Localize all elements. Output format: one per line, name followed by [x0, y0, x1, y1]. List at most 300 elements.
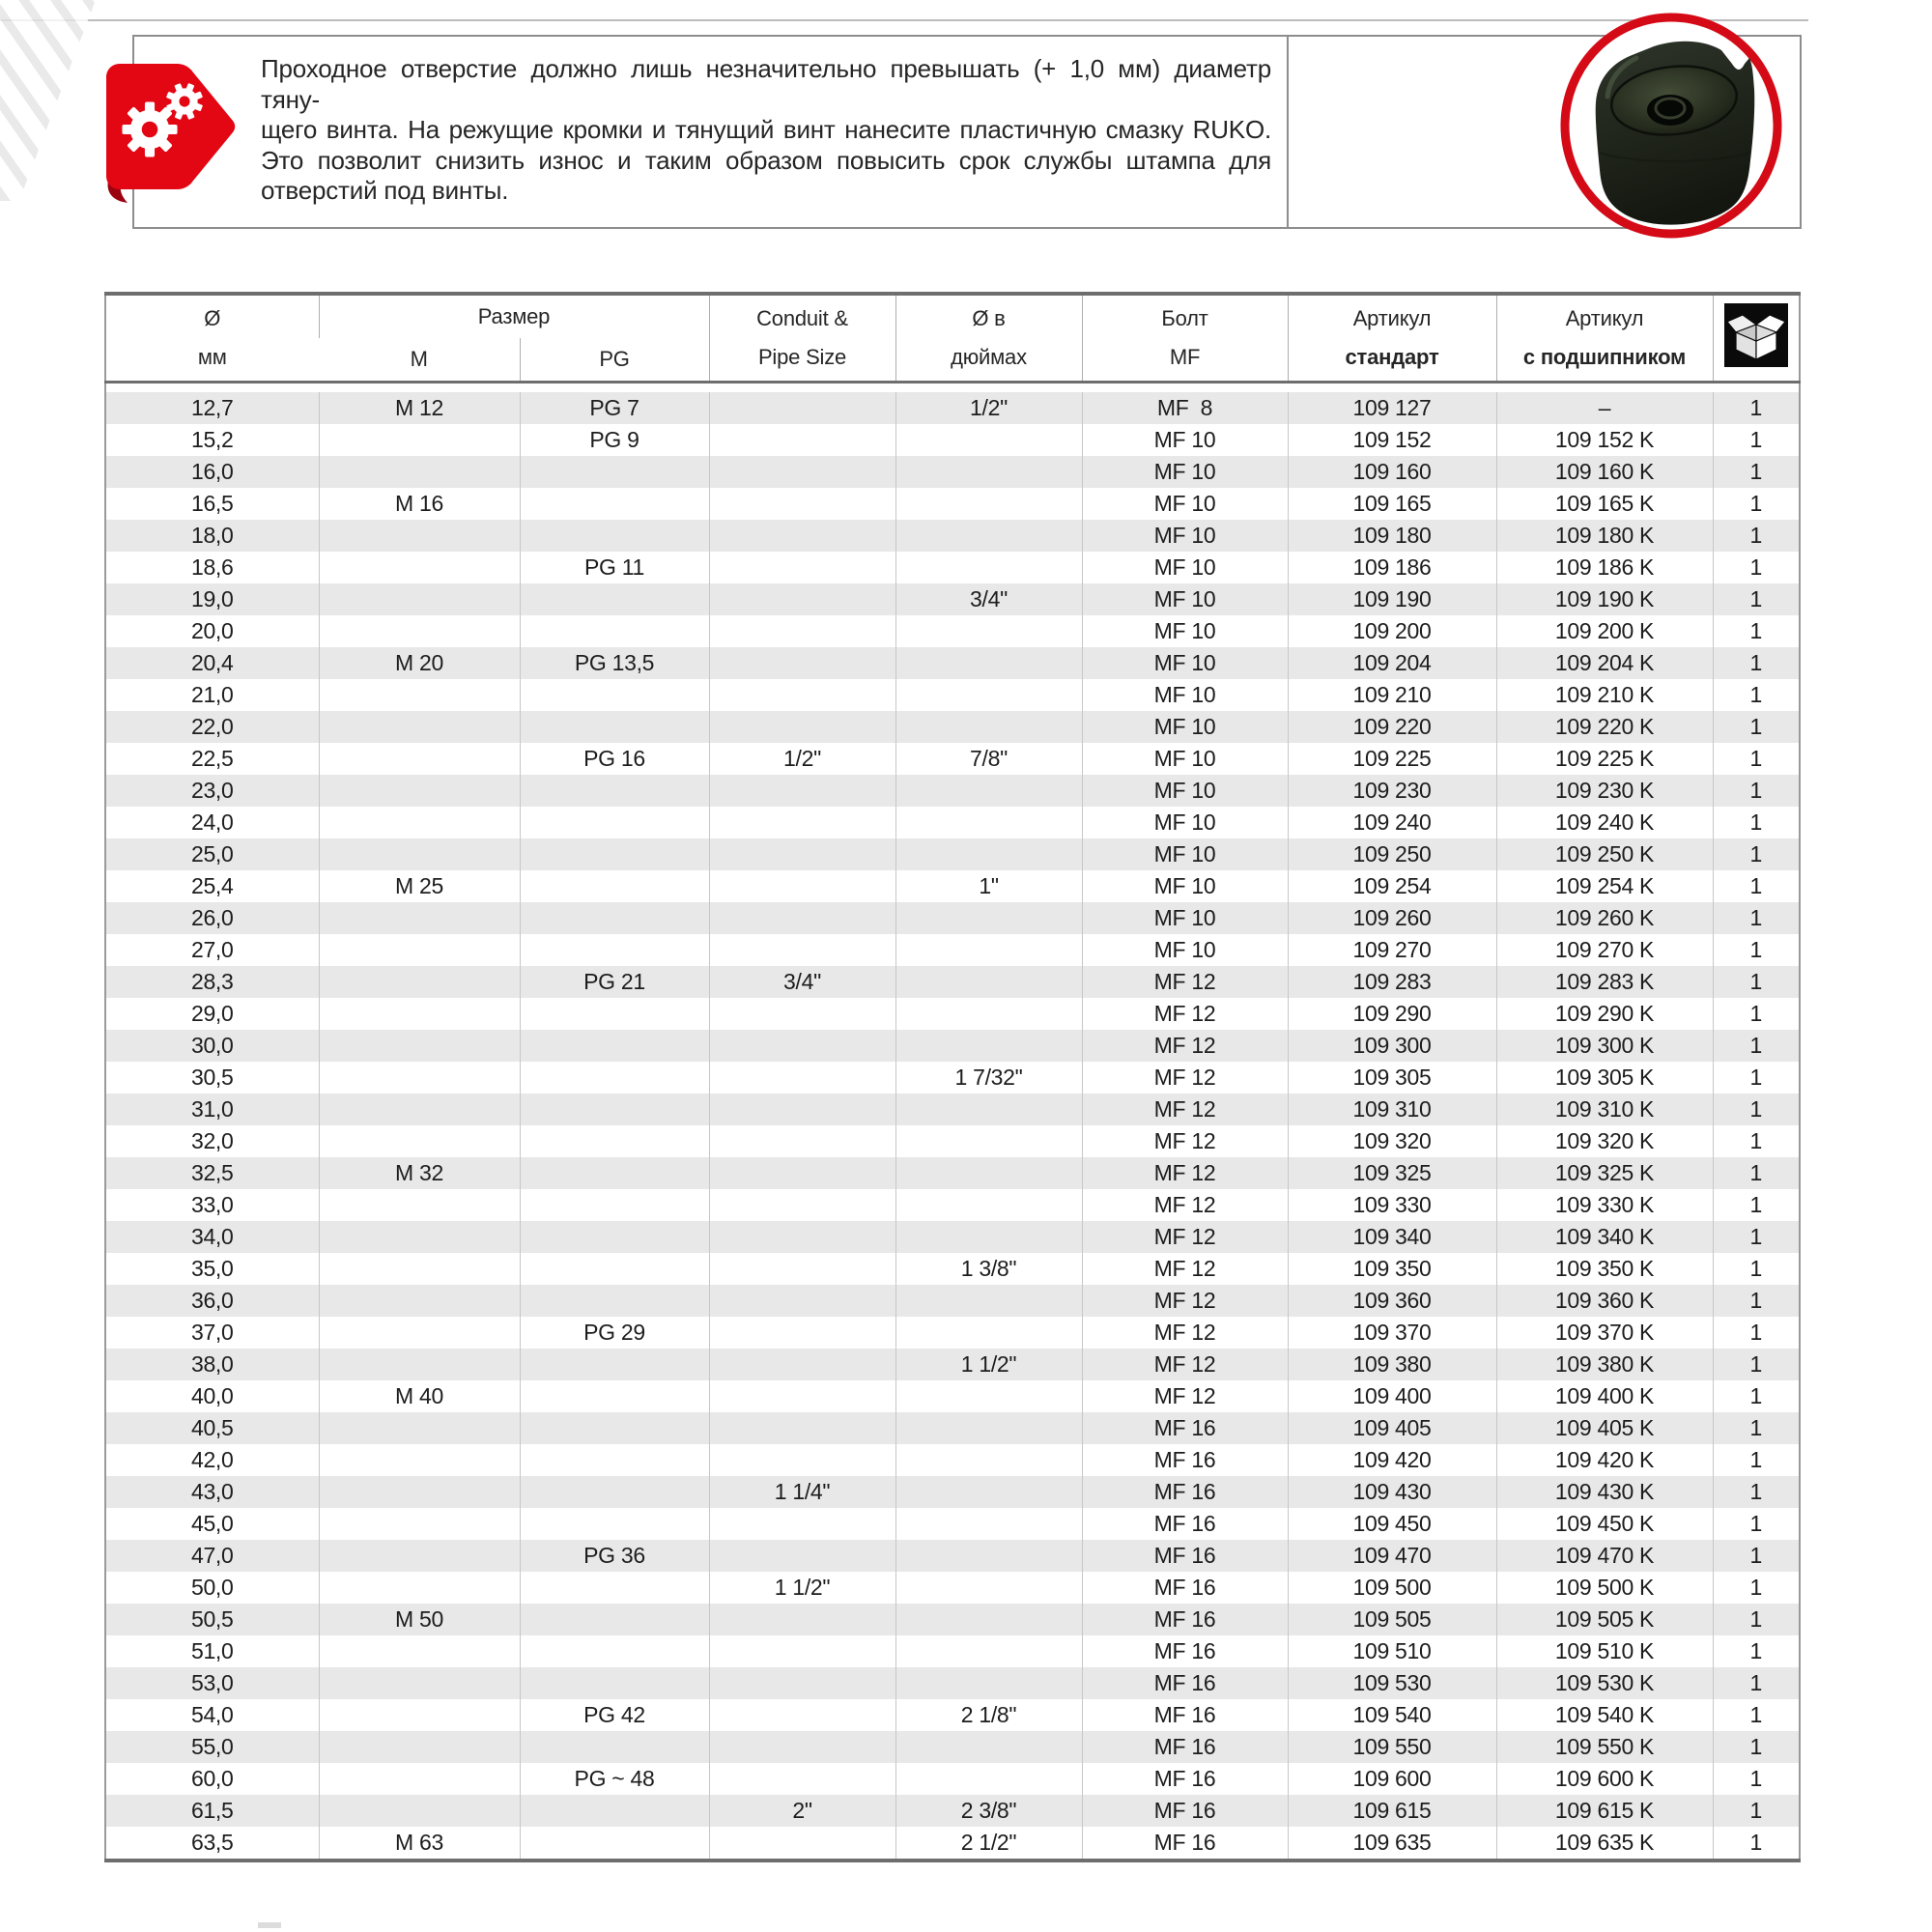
col-header-article-bearing: Артикул с подшипником: [1496, 294, 1713, 383]
cell-article-standard: 109 240: [1288, 807, 1496, 838]
cell-article-standard: 109 152: [1288, 424, 1496, 456]
cell-conduit: [709, 488, 895, 520]
cell-package-qty: 1: [1713, 711, 1800, 743]
cell-article-bearing: 109 180 K: [1496, 520, 1713, 552]
table-header: [105, 294, 1800, 383]
cell-article-bearing: 109 240 K: [1496, 807, 1713, 838]
cell-bolt-mf: MF 10: [1082, 902, 1288, 934]
cell-bolt-mf: MF 10: [1082, 870, 1288, 902]
cell-inches: 1": [895, 870, 1082, 902]
cell-article-standard: 109 450: [1288, 1508, 1496, 1540]
cell-bolt-mf: MF 12: [1082, 1380, 1288, 1412]
table-row: [105, 902, 1800, 934]
cell-inches: [895, 520, 1082, 552]
cell-diameter-mm: 24,0: [105, 807, 319, 838]
cell-bolt-mf: MF 16: [1082, 1572, 1288, 1604]
table-row: [105, 1763, 1800, 1795]
page-top-rule: [0, 19, 1808, 21]
cell-size-m: [319, 743, 520, 775]
cell-package-qty: 1: [1713, 1380, 1800, 1412]
cell-article-standard: 109 290: [1288, 998, 1496, 1030]
cell-inches: 1/2": [895, 392, 1082, 424]
col-header-size-group: Размер: [319, 294, 709, 338]
cell-package-qty: 1: [1713, 1125, 1800, 1157]
cell-conduit: [709, 711, 895, 743]
cell-size-m: [319, 1030, 520, 1062]
info-note-line: Проходное отверстие должно лишь незначительно превышать (+ 1,0 мм) диаметр тяну-: [261, 54, 1271, 114]
cell-inches: [895, 1444, 1082, 1476]
cell-conduit: [709, 807, 895, 838]
cell-inches: 1 1/2": [895, 1349, 1082, 1380]
cell-conduit: 3/4": [709, 966, 895, 998]
cell-bolt-mf: MF 10: [1082, 552, 1288, 583]
col-header-size-m: M: [319, 338, 520, 383]
cell-inches: 3/4": [895, 583, 1082, 615]
cell-package-qty: 1: [1713, 1094, 1800, 1125]
cell-article-bearing: 109 400 K: [1496, 1380, 1713, 1412]
cell-conduit: [709, 1444, 895, 1476]
cell-diameter-mm: 63,5: [105, 1827, 319, 1861]
cell-inches: [895, 456, 1082, 488]
cell-article-bearing: 109 160 K: [1496, 456, 1713, 488]
info-note-line: отверстий под винты.: [261, 176, 509, 205]
cell-size-pg: PG 42: [520, 1699, 709, 1731]
cell-conduit: 1/2": [709, 743, 895, 775]
cell-package-qty: 1: [1713, 1731, 1800, 1763]
cell-diameter-mm: 31,0: [105, 1094, 319, 1125]
cell-conduit: [709, 934, 895, 966]
cell-size-m: [319, 456, 520, 488]
cell-inches: 7/8": [895, 743, 1082, 775]
cell-size-pg: [520, 488, 709, 520]
col-header-diameter: Ø мм: [105, 294, 319, 383]
cell-package-qty: 1: [1713, 1476, 1800, 1508]
cell-size-m: [319, 1795, 520, 1827]
table-row: [105, 1094, 1800, 1125]
cell-article-bearing: 109 250 K: [1496, 838, 1713, 870]
cell-package-qty: 1: [1713, 424, 1800, 456]
cell-size-m: [319, 966, 520, 998]
cell-size-m: M 50: [319, 1604, 520, 1635]
cell-conduit: [709, 424, 895, 456]
cell-diameter-mm: 47,0: [105, 1540, 319, 1572]
cell-article-bearing: 109 270 K: [1496, 934, 1713, 966]
cell-inches: [895, 1508, 1082, 1540]
table-row: [105, 1062, 1800, 1094]
col-header-article-standard: Артикул стандарт: [1288, 294, 1496, 383]
cell-diameter-mm: 53,0: [105, 1667, 319, 1699]
cell-inches: 1 7/32": [895, 1062, 1082, 1094]
cell-article-bearing: 109 283 K: [1496, 966, 1713, 998]
cell-inches: [895, 838, 1082, 870]
cell-inches: [895, 807, 1082, 838]
table-row: [105, 1189, 1800, 1221]
cell-diameter-mm: 26,0: [105, 902, 319, 934]
table-row: [105, 424, 1800, 456]
cell-size-pg: [520, 775, 709, 807]
cell-size-m: [319, 934, 520, 966]
table-row: [105, 1635, 1800, 1667]
cell-package-qty: 1: [1713, 552, 1800, 583]
cell-bolt-mf: MF 12: [1082, 998, 1288, 1030]
cell-size-m: [319, 1667, 520, 1699]
cell-package-qty: 1: [1713, 1795, 1800, 1827]
cell-size-m: [319, 838, 520, 870]
cell-size-m: [319, 1763, 520, 1795]
cell-article-bearing: 109 260 K: [1496, 902, 1713, 934]
cell-article-bearing: 109 450 K: [1496, 1508, 1713, 1540]
col-header-inches: Ø в дюймах: [895, 294, 1082, 383]
cell-size-pg: PG 21: [520, 966, 709, 998]
cell-bolt-mf: MF 12: [1082, 966, 1288, 998]
cell-diameter-mm: 18,6: [105, 552, 319, 583]
cell-conduit: [709, 1604, 895, 1635]
table-row: [105, 1380, 1800, 1412]
cell-article-standard: 109 370: [1288, 1317, 1496, 1349]
table-row: [105, 679, 1800, 711]
cell-article-bearing: 109 190 K: [1496, 583, 1713, 615]
cell-article-standard: 109 250: [1288, 838, 1496, 870]
cell-conduit: [709, 1699, 895, 1731]
cell-article-bearing: 109 305 K: [1496, 1062, 1713, 1094]
cell-bolt-mf: MF 16: [1082, 1412, 1288, 1444]
cell-article-standard: 109 283: [1288, 966, 1496, 998]
cell-diameter-mm: 36,0: [105, 1285, 319, 1317]
cell-size-m: [319, 1540, 520, 1572]
cell-article-standard: 109 220: [1288, 711, 1496, 743]
cell-size-m: [319, 1125, 520, 1157]
cell-bolt-mf: MF 16: [1082, 1763, 1288, 1795]
col-header-conduit: Conduit & Pipe Size: [709, 294, 895, 383]
cell-bolt-mf: MF 16: [1082, 1604, 1288, 1635]
cell-inches: [895, 1157, 1082, 1189]
cell-size-pg: PG 11: [520, 552, 709, 583]
cell-package-qty: 1: [1713, 1221, 1800, 1253]
cell-article-bearing: 109 290 K: [1496, 998, 1713, 1030]
cell-size-m: [319, 1189, 520, 1221]
cell-size-pg: [520, 1253, 709, 1285]
cell-article-bearing: 109 405 K: [1496, 1412, 1713, 1444]
cell-size-pg: [520, 1157, 709, 1189]
cell-article-standard: 109 204: [1288, 647, 1496, 679]
cell-bolt-mf: MF 10: [1082, 807, 1288, 838]
cell-package-qty: 1: [1713, 1349, 1800, 1380]
cell-package-qty: 1: [1713, 1253, 1800, 1285]
cell-article-standard: 109 127: [1288, 392, 1496, 424]
cell-size-pg: [520, 998, 709, 1030]
cell-article-bearing: 109 340 K: [1496, 1221, 1713, 1253]
cell-size-m: [319, 1572, 520, 1604]
cell-article-standard: 109 600: [1288, 1763, 1496, 1795]
cell-package-qty: 1: [1713, 488, 1800, 520]
info-note-line: Это позволит снизить износ и таким образом повысить срок службы штампа для: [261, 145, 1271, 175]
cell-article-standard: 109 230: [1288, 775, 1496, 807]
cell-bolt-mf: MF 10: [1082, 520, 1288, 552]
cell-conduit: [709, 1253, 895, 1285]
cell-package-qty: 1: [1713, 1062, 1800, 1094]
table-row: [105, 1030, 1800, 1062]
cell-conduit: 1 1/2": [709, 1572, 895, 1604]
cell-size-m: M 32: [319, 1157, 520, 1189]
cell-size-m: [319, 1062, 520, 1094]
cell-size-pg: [520, 1349, 709, 1380]
cell-diameter-mm: 61,5: [105, 1795, 319, 1827]
cell-diameter-mm: 55,0: [105, 1731, 319, 1763]
cell-package-qty: 1: [1713, 583, 1800, 615]
cell-conduit: [709, 775, 895, 807]
cell-size-m: [319, 1412, 520, 1444]
cell-bolt-mf: MF 10: [1082, 488, 1288, 520]
cell-diameter-mm: 37,0: [105, 1317, 319, 1349]
cell-inches: [895, 902, 1082, 934]
cell-size-pg: [520, 1508, 709, 1540]
cell-diameter-mm: 20,0: [105, 615, 319, 647]
cell-bolt-mf: MF 16: [1082, 1476, 1288, 1508]
cell-article-bearing: 109 254 K: [1496, 870, 1713, 902]
cell-inches: [895, 1763, 1082, 1795]
cell-inches: [895, 1094, 1082, 1125]
cell-article-bearing: 109 430 K: [1496, 1476, 1713, 1508]
cell-article-standard: 109 360: [1288, 1285, 1496, 1317]
cell-package-qty: 1: [1713, 998, 1800, 1030]
cell-article-bearing: 109 530 K: [1496, 1667, 1713, 1699]
cell-conduit: [709, 1125, 895, 1157]
cell-diameter-mm: 34,0: [105, 1221, 319, 1253]
cell-article-standard: 109 260: [1288, 902, 1496, 934]
cell-article-bearing: 109 505 K: [1496, 1604, 1713, 1635]
cell-bolt-mf: MF 16: [1082, 1667, 1288, 1699]
cell-bolt-mf: MF 10: [1082, 456, 1288, 488]
table-row: [105, 775, 1800, 807]
cell-size-pg: [520, 1221, 709, 1253]
table-row: [105, 711, 1800, 743]
cell-article-standard: 109 540: [1288, 1699, 1496, 1731]
info-note-line: щего винта. На режущие кромки и тянущий винт нанесите пластичную смазку RUKO.: [261, 115, 1271, 144]
cell-article-standard: 109 305: [1288, 1062, 1496, 1094]
table-row: [105, 870, 1800, 902]
cell-size-m: M 40: [319, 1380, 520, 1412]
cell-inches: [895, 1667, 1082, 1699]
cell-package-qty: 1: [1713, 1540, 1800, 1572]
cell-diameter-mm: 38,0: [105, 1349, 319, 1380]
cell-diameter-mm: 43,0: [105, 1476, 319, 1508]
cell-article-standard: 109 254: [1288, 870, 1496, 902]
cell-size-pg: PG 29: [520, 1317, 709, 1349]
info-box-divider: [1287, 37, 1289, 227]
cell-package-qty: 1: [1713, 1157, 1800, 1189]
col-header-package: [1713, 294, 1800, 383]
cell-diameter-mm: 18,0: [105, 520, 319, 552]
cell-size-m: [319, 520, 520, 552]
cell-conduit: [709, 679, 895, 711]
cell-inches: [895, 966, 1082, 998]
table-row: [105, 1444, 1800, 1476]
cell-bolt-mf: MF 12: [1082, 1030, 1288, 1062]
cell-package-qty: 1: [1713, 1444, 1800, 1476]
table-row: [105, 1221, 1800, 1253]
cell-article-standard: 109 615: [1288, 1795, 1496, 1827]
cell-size-pg: [520, 1795, 709, 1827]
cell-conduit: [709, 1763, 895, 1795]
cell-inches: [895, 1189, 1082, 1221]
cell-bolt-mf: MF 16: [1082, 1699, 1288, 1731]
cell-conduit: [709, 552, 895, 583]
cell-size-pg: [520, 583, 709, 615]
cell-conduit: [709, 1731, 895, 1763]
cell-package-qty: 1: [1713, 743, 1800, 775]
cell-bolt-mf: MF 12: [1082, 1189, 1288, 1221]
cell-inches: 1 3/8": [895, 1253, 1082, 1285]
cell-diameter-mm: 32,0: [105, 1125, 319, 1157]
cell-size-m: [319, 1508, 520, 1540]
table-row: [105, 583, 1800, 615]
cell-article-standard: 109 210: [1288, 679, 1496, 711]
cell-conduit: [709, 1380, 895, 1412]
cell-bolt-mf: MF 10: [1082, 934, 1288, 966]
cell-size-pg: [520, 1062, 709, 1094]
cell-package-qty: 1: [1713, 1635, 1800, 1667]
cell-size-m: [319, 1444, 520, 1476]
cell-diameter-mm: 33,0: [105, 1189, 319, 1221]
cell-conduit: [709, 1285, 895, 1317]
cell-size-m: [319, 679, 520, 711]
cell-package-qty: 1: [1713, 1412, 1800, 1444]
cell-package-qty: 1: [1713, 615, 1800, 647]
cell-size-pg: [520, 1125, 709, 1157]
cell-article-bearing: 109 330 K: [1496, 1189, 1713, 1221]
cell-bolt-mf: MF 12: [1082, 1062, 1288, 1094]
table-row: [105, 1667, 1800, 1699]
cell-size-m: M 25: [319, 870, 520, 902]
cell-bolt-mf: MF 10: [1082, 775, 1288, 807]
table-row: [105, 807, 1800, 838]
cell-bolt-mf: MF 12: [1082, 1094, 1288, 1125]
cell-conduit: [709, 392, 895, 424]
cell-article-bearing: 109 320 K: [1496, 1125, 1713, 1157]
cell-diameter-mm: 42,0: [105, 1444, 319, 1476]
cell-bolt-mf: MF 10: [1082, 583, 1288, 615]
cell-size-pg: [520, 1635, 709, 1667]
cell-conduit: [709, 1827, 895, 1861]
cell-article-bearing: 109 540 K: [1496, 1699, 1713, 1731]
cell-conduit: [709, 647, 895, 679]
cell-conduit: [709, 1635, 895, 1667]
table-row: [105, 1731, 1800, 1763]
header-gap-row: [105, 383, 1800, 393]
cell-inches: 2 1/2": [895, 1827, 1082, 1861]
col-header-size-pg: PG: [520, 338, 709, 383]
cell-diameter-mm: 60,0: [105, 1763, 319, 1795]
cell-inches: 2 3/8": [895, 1795, 1082, 1827]
cell-conduit: [709, 615, 895, 647]
cell-package-qty: 1: [1713, 838, 1800, 870]
cell-size-m: [319, 1094, 520, 1125]
cell-size-pg: [520, 807, 709, 838]
cell-diameter-mm: 32,5: [105, 1157, 319, 1189]
cell-package-qty: 1: [1713, 520, 1800, 552]
cell-article-standard: 109 325: [1288, 1157, 1496, 1189]
cell-size-pg: [520, 1094, 709, 1125]
cell-conduit: [709, 520, 895, 552]
cell-package-qty: 1: [1713, 456, 1800, 488]
table-row: [105, 1349, 1800, 1380]
table-row: [105, 1795, 1800, 1827]
cell-size-m: [319, 1285, 520, 1317]
cell-conduit: [709, 1030, 895, 1062]
cell-conduit: [709, 870, 895, 902]
cell-article-bearing: 109 510 K: [1496, 1635, 1713, 1667]
cell-package-qty: 1: [1713, 1699, 1800, 1731]
cell-bolt-mf: MF 12: [1082, 1125, 1288, 1157]
cell-article-standard: 109 330: [1288, 1189, 1496, 1221]
cell-diameter-mm: 50,0: [105, 1572, 319, 1604]
cell-diameter-mm: 19,0: [105, 583, 319, 615]
cell-conduit: [709, 1317, 895, 1349]
table-row: [105, 1604, 1800, 1635]
cell-article-bearing: –: [1496, 392, 1713, 424]
cell-inches: [895, 1125, 1082, 1157]
table-row: [105, 966, 1800, 998]
cell-size-m: M 12: [319, 392, 520, 424]
cell-inches: 2 1/8": [895, 1699, 1082, 1731]
cell-package-qty: 1: [1713, 1508, 1800, 1540]
cell-diameter-mm: 28,3: [105, 966, 319, 998]
cell-diameter-mm: 40,0: [105, 1380, 319, 1412]
cell-article-standard: 109 405: [1288, 1412, 1496, 1444]
cell-size-pg: [520, 1444, 709, 1476]
cell-bolt-mf: MF 12: [1082, 1285, 1288, 1317]
package-box-icon: [1724, 303, 1788, 367]
product-table: [104, 292, 1801, 1862]
cell-size-pg: PG 13,5: [520, 647, 709, 679]
cell-article-standard: 109 500: [1288, 1572, 1496, 1604]
table-row: [105, 615, 1800, 647]
cell-size-pg: [520, 1604, 709, 1635]
cell-article-standard: 109 550: [1288, 1731, 1496, 1763]
table-row: [105, 647, 1800, 679]
cell-article-standard: 109 180: [1288, 520, 1496, 552]
cell-size-pg: [520, 520, 709, 552]
cell-article-bearing: 109 615 K: [1496, 1795, 1713, 1827]
cell-article-standard: 109 200: [1288, 615, 1496, 647]
cell-diameter-mm: 15,2: [105, 424, 319, 456]
cell-article-standard: 109 270: [1288, 934, 1496, 966]
cell-conduit: [709, 1412, 895, 1444]
cell-article-bearing: 109 186 K: [1496, 552, 1713, 583]
cell-inches: [895, 647, 1082, 679]
table-row: [105, 1540, 1800, 1572]
cell-inches: [895, 1476, 1082, 1508]
table-row: [105, 1572, 1800, 1604]
cell-inches: [895, 1221, 1082, 1253]
cell-article-standard: 109 635: [1288, 1827, 1496, 1861]
cell-package-qty: 1: [1713, 1317, 1800, 1349]
cell-article-bearing: 109 635 K: [1496, 1827, 1713, 1861]
cell-bolt-mf: MF 16: [1082, 1795, 1288, 1827]
cell-size-pg: [520, 1667, 709, 1699]
cell-inches: [895, 488, 1082, 520]
cell-size-m: [319, 1476, 520, 1508]
cell-diameter-mm: 30,5: [105, 1062, 319, 1094]
cell-package-qty: 1: [1713, 1827, 1800, 1861]
cell-bolt-mf: MF 12: [1082, 1157, 1288, 1189]
cell-size-m: M 16: [319, 488, 520, 520]
cell-diameter-mm: 40,5: [105, 1412, 319, 1444]
cell-conduit: [709, 902, 895, 934]
cell-article-standard: 109 510: [1288, 1635, 1496, 1667]
cell-package-qty: 1: [1713, 775, 1800, 807]
cell-size-pg: [520, 838, 709, 870]
